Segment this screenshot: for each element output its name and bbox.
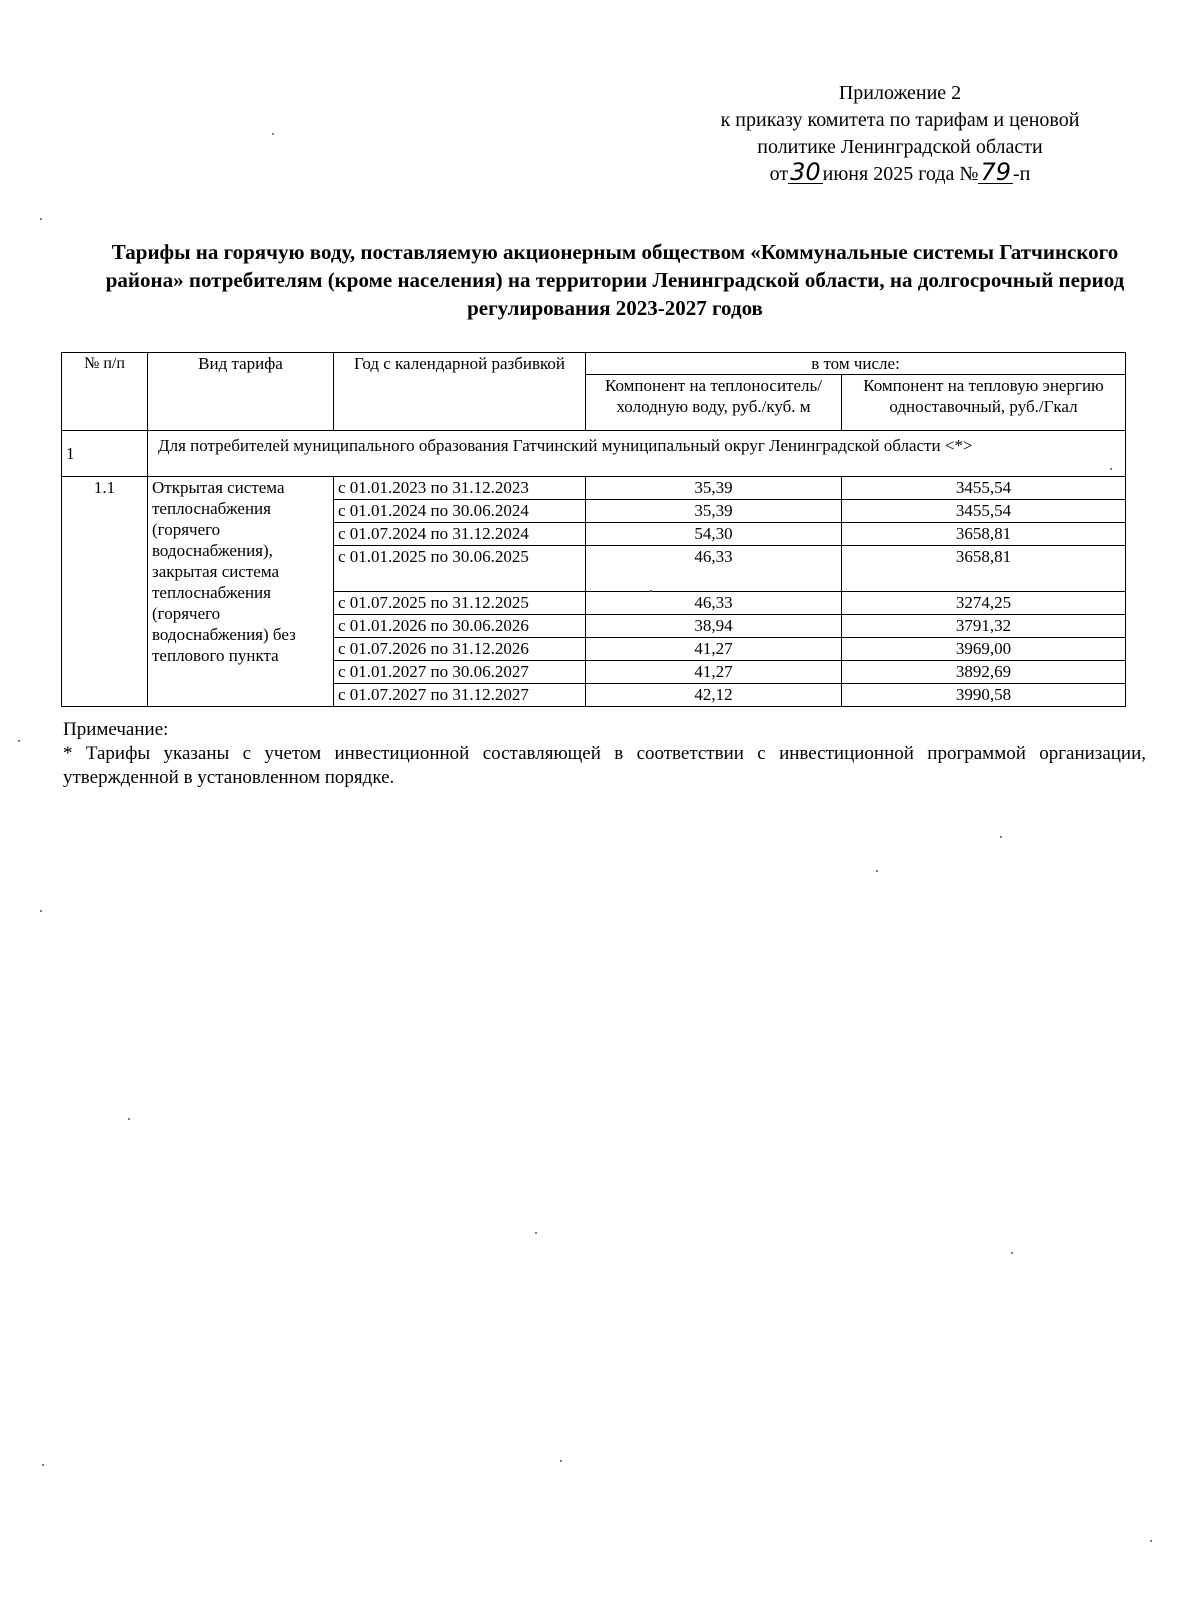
- tariff-table: [61, 352, 1126, 707]
- row-heat: 3969,00: [842, 638, 1126, 661]
- scan-speck: [650, 590, 652, 592]
- header-year: Год с календарной разбивкой: [334, 353, 586, 431]
- appendix-line-3: политике Ленинградской области: [757, 136, 1043, 158]
- table-row: [62, 477, 1126, 500]
- note-text: * Тарифы указаны с учетом инвестиционной составляющей в соответствии с инвестиционной программой организации, утвержденной в установленном порядке.: [63, 743, 1146, 788]
- row-heat: 3658,81: [842, 546, 1126, 592]
- handwritten-day: 30: [790, 158, 821, 186]
- note-heading: Примечание:: [63, 719, 169, 740]
- row-period: с 01.01.2027 по 30.06.2027: [334, 661, 586, 684]
- appendix-header: [660, 80, 1140, 188]
- scan-speck: [560, 1460, 562, 1462]
- row-period: с 01.01.2024 по 30.06.2024: [334, 500, 586, 523]
- row-period: с 01.01.2023 по 31.12.2023: [334, 477, 586, 500]
- row-water: 41,27: [586, 661, 842, 684]
- scan-speck: [272, 133, 274, 135]
- appendix-line-2: к приказу комитета по тарифам и ценовой: [720, 109, 1080, 131]
- row-heat: 3455,54: [842, 500, 1126, 523]
- scan-speck: [128, 1118, 130, 1120]
- row-heat: 3791,32: [842, 615, 1126, 638]
- note-block: [63, 718, 1146, 790]
- header-component-heat: Компонент на тепловую энергию одноставочный, руб./Гкал: [842, 375, 1126, 431]
- scan-speck: [18, 740, 20, 742]
- scan-speck: [42, 1464, 44, 1466]
- row-heat: 3658,81: [842, 523, 1126, 546]
- row-heat: 3990,58: [842, 684, 1126, 707]
- scan-speck: [1000, 836, 1002, 838]
- row-water: 46,33: [586, 592, 842, 615]
- row-period: с 01.07.2027 по 31.12.2027: [334, 684, 586, 707]
- scan-speck: [876, 870, 878, 872]
- row-water: 42,12: [586, 684, 842, 707]
- header-component-water: Компонент на теплоноситель/холодную воду, руб./куб. м: [586, 375, 842, 431]
- header-including: в том числе:: [586, 353, 1126, 375]
- header-num: № п/п: [62, 353, 148, 431]
- section-text: Для потребителей муниципального образования Гатчинский муниципальный округ Ленинградской области <*>: [148, 431, 1126, 477]
- row-heat: 3455,54: [842, 477, 1126, 500]
- scan-speck: [535, 1232, 537, 1234]
- row-period: с 01.07.2024 по 31.12.2024: [334, 523, 586, 546]
- row-heat: 3274,25: [842, 592, 1126, 615]
- row-period: с 01.01.2025 по 30.06.2025: [334, 546, 586, 592]
- group-kind: Открытая система теплоснабжения (горячего водоснабжения), закрытая система теплоснабжения (горячего водоснабжения) без теплового пункта: [148, 477, 334, 707]
- header-kind: Вид тарифа: [148, 353, 334, 431]
- group-num: 1.1: [62, 477, 148, 707]
- row-water: 41,27: [586, 638, 842, 661]
- row-water: 38,94: [586, 615, 842, 638]
- scan-speck: [1110, 468, 1112, 470]
- scan-speck: [40, 218, 42, 220]
- row-water: 35,39: [586, 477, 842, 500]
- scan-speck: [40, 910, 42, 912]
- appendix-line-1: Приложение 2: [838, 82, 962, 104]
- date-prefix: от: [769, 163, 789, 185]
- row-water: 46,33: [586, 546, 842, 592]
- date-month-year: июня 2025 года №: [822, 163, 979, 185]
- row-water: 54,30: [586, 523, 842, 546]
- row-period: с 01.07.2025 по 31.12.2025: [334, 592, 586, 615]
- number-suffix: -п: [1013, 163, 1031, 185]
- document-title: Тарифы на горячую воду, поставляемую акционерным обществом «Коммунальные системы Гатчинского района» потребителям (кроме населения) на территории Ленинградской области, на долгосрочный период регулирования 2023-2027 годов: [105, 240, 1125, 320]
- handwritten-number: 79: [980, 158, 1011, 186]
- row-period: с 01.07.2026 по 31.12.2026: [334, 638, 586, 661]
- scan-speck: [1011, 1252, 1013, 1254]
- row-water: 35,39: [586, 500, 842, 523]
- section-num: 1: [62, 431, 148, 477]
- appendix-date-line: [660, 158, 1140, 188]
- row-heat: 3892,69: [842, 661, 1126, 684]
- scan-speck: [1150, 1540, 1152, 1542]
- row-period: с 01.01.2026 по 30.06.2026: [334, 615, 586, 638]
